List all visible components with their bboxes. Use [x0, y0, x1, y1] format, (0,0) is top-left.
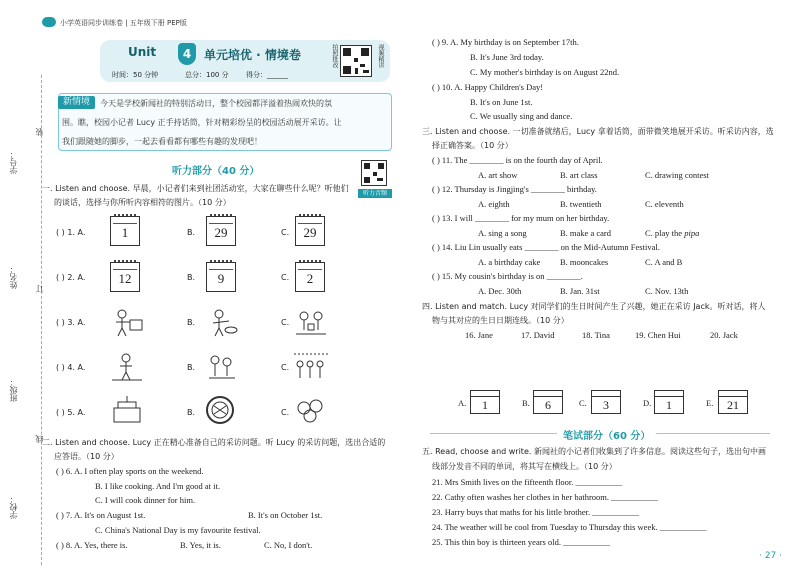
section-5-instruction-1: 五. Read, choose and write. 新闻社的小记者们收集到了许多信息。阅读这些句子，选出句中画 — [422, 447, 766, 456]
cal-letter-d: D. — [643, 398, 652, 408]
q13-stem: ( ) 13. I will ________ for my mum on her birthday. — [432, 213, 610, 223]
audio-qr-label: 听力音频 — [358, 189, 392, 198]
cal-letter-b: B. — [522, 398, 530, 408]
q2-option-a-calendar[interactable] — [110, 262, 140, 292]
cal-c-date: 3 — [603, 398, 609, 412]
match-calendar-a[interactable] — [470, 390, 500, 414]
cal-letter-e: E. — [706, 398, 714, 408]
series-badge — [42, 17, 56, 27]
q23[interactable]: 23. Harry buys that maths for his little brother. ___________ — [432, 507, 640, 517]
q12-stem: ( ) 12. Thursday is Jingjing's ________ birthday. — [432, 184, 597, 194]
q12-option-a: A. eighth — [478, 199, 510, 209]
grading-qr-code[interactable] — [340, 45, 372, 77]
q1-a-date: 1 — [121, 225, 129, 240]
q5-option-b-picture[interactable] — [201, 394, 239, 426]
q3-c-label: C. — [281, 318, 290, 327]
q15-stem: ( ) 15. My cousin's birthday is on ________. — [432, 271, 583, 281]
match-calendar-d[interactable] — [654, 390, 684, 414]
match-name-16: 16. Jane — [465, 330, 493, 340]
q4-label: ( ) 4. A. — [56, 363, 86, 372]
q1-option-b-calendar[interactable] — [206, 216, 236, 246]
q1-label: ( ) 1. A. — [56, 228, 86, 237]
student-id-label: 学号： — [9, 150, 18, 174]
q22[interactable]: 22. Cathy often washes her clothes in her bathroom. ___________ — [432, 492, 658, 502]
binding-line — [41, 75, 42, 565]
q4-option-b-picture[interactable] — [203, 350, 241, 382]
time-limit: 时间：50 分钟 — [112, 71, 159, 79]
q6-option-a: ( ) 6. A. I often play sports on the weekend. — [56, 466, 204, 476]
q4-option-a-picture[interactable] — [108, 350, 146, 382]
cut-mark-1: 装 — [35, 128, 44, 136]
q24[interactable]: 24. The weather will be cool from Tuesday to Thursday this week. ___________ — [432, 522, 707, 532]
q2-a-date: 12 — [118, 271, 132, 286]
q10-option-b: B. It's on June 1st. — [470, 97, 533, 107]
q4-b-label: B. — [187, 363, 196, 372]
section-1-instruction-2: 的谈话，选择与你所听内容相符的图片。（10 分） — [54, 198, 231, 207]
q1-b-date: 29 — [214, 225, 228, 240]
section-3-instruction-1: 三. Listen and choose. 一切准备就绪后，Lucy 拿着话筒，面带微笑地展开采访。听采访内容，选 — [422, 127, 774, 136]
audio-qr-code[interactable] — [361, 160, 387, 186]
q1-c-label: C. — [281, 228, 290, 237]
q11-option-b: B. art class — [560, 170, 598, 180]
written-title: 笔试部分（60 分） — [557, 427, 656, 442]
q14-option-b: B. mooncakes — [560, 257, 609, 267]
q8-option-b: B. Yes, it is. — [180, 540, 221, 550]
q13-option-a: A. sing a song — [478, 228, 527, 238]
match-name-17: 17. David — [521, 330, 555, 340]
qr-video-label: 视频精讲 — [377, 44, 384, 68]
q14-option-a: A. a birthday cake — [478, 257, 541, 267]
cut-mark-2: 订 — [35, 285, 44, 293]
q5-c-label: C. — [281, 408, 290, 417]
q2-b-label: B. — [187, 273, 196, 282]
name-label: 姓名： — [9, 265, 18, 289]
q15-option-b: B. Jan. 31st — [560, 286, 600, 296]
section-5-instruction-2: 线部分发音不同的单词，将其写在横线上。（10 分） — [432, 462, 617, 471]
q1-c-date: 29 — [303, 225, 317, 240]
q7-option-b: B. It's on October 1st. — [248, 510, 323, 520]
q14-option-c: C. A and B — [645, 257, 683, 267]
q3-b-label: B. — [187, 318, 196, 327]
q7-option-a: ( ) 7. A. It's on August 1st. — [56, 510, 146, 520]
unit-title: 单元培优 · 情境卷 — [204, 48, 301, 62]
q2-b-date: 9 — [217, 271, 225, 286]
match-calendar-e[interactable] — [718, 390, 748, 414]
unit-word: Unit — [128, 45, 157, 59]
school-label: 学校： — [9, 495, 18, 519]
q3-option-a-picture[interactable] — [108, 306, 146, 338]
intro-line-1: 今天是学校新闻社的特别活动日，整个校园都洋溢着热闹欢快的氛 — [100, 99, 332, 108]
section-3-instruction-2: 择正确答案。（10 分） — [432, 141, 513, 150]
section-4-instruction-2: 物与其对应的生日日期连线。（10 分） — [432, 316, 569, 325]
q1-option-a-calendar[interactable] — [110, 216, 140, 246]
q5-b-label: B. — [187, 408, 196, 417]
q12-option-c: C. eleventh — [645, 199, 684, 209]
total-score: 总分：100 分 — [185, 71, 229, 79]
q11-option-a: A. art show — [478, 170, 518, 180]
q9-option-b: B. It's June 3rd today. — [470, 52, 544, 62]
q3-option-b-picture[interactable] — [203, 306, 241, 338]
q2-option-c-calendar[interactable] — [295, 262, 325, 292]
page-number: · 27 · — [759, 551, 782, 561]
q6-option-b: B. I like cooking. And I'm good at it. — [95, 481, 221, 491]
match-name-19: 19. Chen Hui — [635, 330, 681, 340]
q2-c-date: 2 — [306, 271, 314, 286]
q13-option-c-text: C. play the — [645, 228, 685, 238]
series-title: 小学英语同步训练卷 | 五年级下册 PEP版 — [60, 19, 187, 27]
listening-title: 听力部分（40 分） — [172, 166, 260, 177]
cut-mark-3: 线 — [35, 435, 44, 443]
q8-option-a: ( ) 8. A. Yes, there is. — [56, 540, 128, 550]
cal-d-date: 1 — [666, 398, 672, 412]
q3-option-c-picture[interactable] — [292, 306, 330, 338]
q7-option-c: C. China's National Day is my favourite festival. — [95, 525, 261, 535]
q13-option-c-pipa: pipa — [684, 228, 700, 238]
cal-a-date: 1 — [482, 398, 488, 412]
q11-stem: ( ) 11. The ________ is on the fourth day of April. — [432, 155, 603, 165]
q9-option-a: ( ) 9. A. My birthday is on September 17th. — [432, 37, 579, 47]
q10-option-a: ( ) 10. A. Happy Children's Day! — [432, 82, 544, 92]
cal-letter-c: C. — [579, 398, 587, 408]
match-name-18: 18. Tina — [582, 330, 610, 340]
section-4-instruction-1: 四. Listen and match. Lucy 对同学们的生日时间产生了兴趣，她正在采访 Jack。听对话，将人 — [422, 302, 766, 311]
intro-line-2: 围。瞧，校园小记者 Lucy 正手持话筒，针对精彩纷呈的校园活动展开采访。让 — [62, 118, 342, 127]
score-blank: 得分：______ — [246, 71, 288, 79]
q1-option-c-calendar[interactable] — [295, 216, 325, 246]
intro-line-3: 我们跟随她的脚步，一起去看看都有哪些有趣的发现吧！ — [62, 137, 262, 146]
q5-option-c-picture[interactable] — [292, 394, 330, 426]
match-calendar-b[interactable] — [533, 390, 563, 414]
q2-label: ( ) 2. A. — [56, 273, 86, 282]
q13-option-b: B. make a card — [560, 228, 611, 238]
q9-option-c: C. My mother's birthday is on August 22nd. — [470, 67, 620, 77]
q3-label: ( ) 3. A. — [56, 318, 86, 327]
q1-b-label: B. — [187, 228, 196, 237]
q11-option-c: C. drawing contest — [645, 170, 709, 180]
q2-option-b-calendar[interactable] — [206, 262, 236, 292]
section-2-instruction-1: 二. Listen and choose. Lucy 正在精心准备自己的采访问题。听 Lucy 的采访问题，选出合适的 — [42, 438, 386, 447]
class-label: 班级： — [9, 378, 18, 402]
q13-option-c — [645, 228, 699, 238]
cal-e-date: 21 — [727, 398, 739, 412]
q5-option-a-picture[interactable] — [108, 394, 146, 426]
section-1-instruction-1: 一. Listen and choose. 早晨，小记者们来到社团活动室，大家在聊些什么呢？听他们 — [42, 184, 349, 193]
q2-c-label: C. — [281, 273, 290, 282]
intro-tag: 新情境 — [58, 96, 95, 109]
q4-c-label: C. — [281, 363, 290, 372]
match-name-20: 20. Jack — [710, 330, 738, 340]
qr-photo-label: 拍照批改 — [331, 44, 338, 68]
q12-option-b: B. twentieth — [560, 199, 602, 209]
match-calendar-c[interactable] — [591, 390, 621, 414]
q10-option-c: C. We usually sing and dance. — [470, 111, 573, 121]
q15-option-c: C. Nov. 13th — [645, 286, 689, 296]
section-2-instruction-2: 应答语。（10 分） — [54, 452, 119, 461]
q5-label: ( ) 5. A. — [56, 408, 86, 417]
q8-option-c: C. No, I don't. — [264, 540, 313, 550]
q15-option-a: A. Dec. 30th — [478, 286, 522, 296]
cal-letter-a: A. — [458, 398, 467, 408]
q21[interactable]: 21. Mrs Smith lives on the fifteenth floor. ___________ — [432, 477, 623, 487]
cal-b-date: 6 — [545, 398, 551, 412]
q6-option-c: C. I will cook dinner for him. — [95, 495, 196, 505]
q25[interactable]: 25. This thin boy is thirteen years old. ___________ — [432, 537, 610, 547]
q14-stem: ( ) 14. Liu Lin usually eats ________ on the Mid-Autumn Festival. — [432, 242, 660, 252]
unit-number: 4 — [178, 43, 196, 65]
q4-option-c-picture[interactable] — [292, 350, 330, 382]
